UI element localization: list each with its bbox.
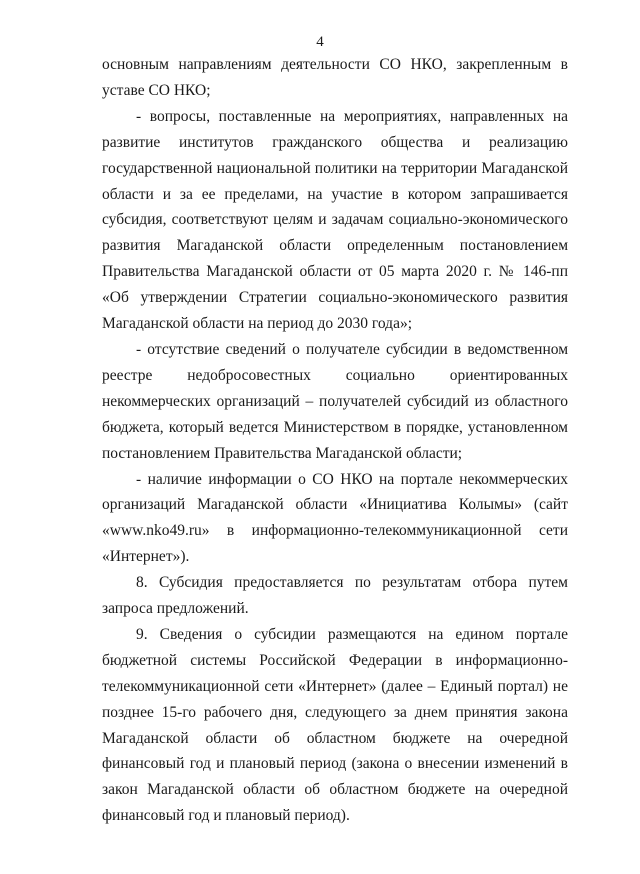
paragraph-list-item-registry: - отсутствие сведений о получателе субсидии в ведомственном реестре недобросовестных социально ориентированных некоммерческих организаций – получателей субсидий из областного бюджета, который ведется Министерством в порядке, установленном постановлением Правительства Магаданской области; [102, 340, 568, 462]
paragraph-list-item-portal: - наличие информации о СО НКО на портале некоммерческих организаций Магаданской области «Инициатива Колымы» (сайт «www.nko49.ru» в информационно-телекоммуникационной сети «Интернет»). [102, 470, 568, 566]
paragraph-clause-9: 9. Сведения о субсидии размещаются на едином портале бюджетной системы Российской Федерации в информационно-телекоммуникационной сети «Интернет» (далее – Единый портал) не позднее 15-го рабочего дня, следующего за днем принятия закона Магаданской области об областном бюджете на очередной финансовый год и плановый период (закона о внесении изменений в закон Магаданской области об областном бюджете на очередной финансовый год и плановый период). [102, 625, 568, 825]
paragraph-continuation: основным направлениям деятельности СО НКО, закрепленным в уставе СО НКО; [102, 56, 568, 99]
document-body [102, 52, 568, 829]
paragraph-list-item-questions: - вопросы, поставленные на мероприятиях, направленных на развитие институтов гражданского общества и реализацию государственной национальной политики на территории Магаданской области и за ее пределами, на участие в котором запрашивается субсидия, соответствуют целям и задачам социально-экономического развития Магаданской области определенным постановлением Правительства Магаданской области от 05 марта 2020 г. № 146-пп «Об утверждении Стратегии социально-экономического развития Магаданской области на период до 2030 года»; [102, 107, 568, 333]
page-number: 4 [316, 34, 324, 50]
paragraph-clause-8: 8. Субсидия предоставляется по результатам отбора путем запроса предложений. [102, 574, 568, 618]
